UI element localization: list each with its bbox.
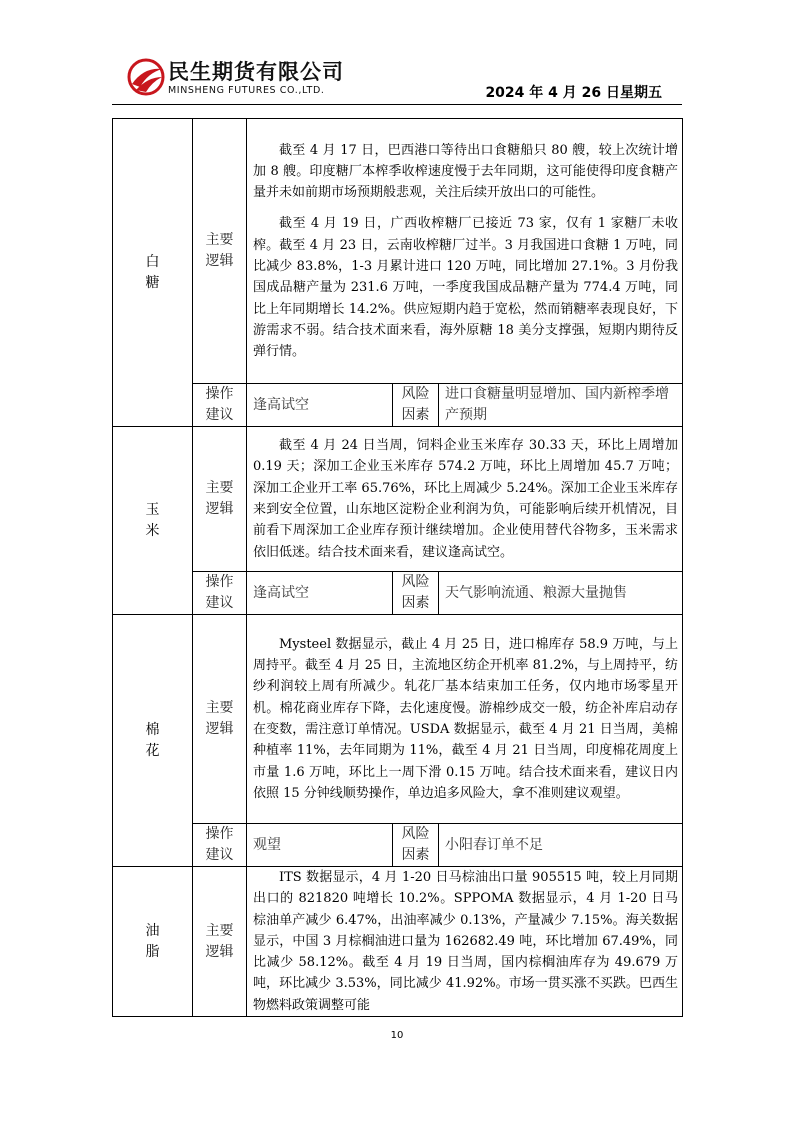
header-rule bbox=[112, 104, 682, 105]
risk-label: 风险 因素 bbox=[393, 572, 439, 615]
corn-logic-row bbox=[113, 427, 683, 572]
oil-logic-text: ITS 数据显示，4 月 1-20 日马棕油出口量 905515 吨，较上月同期出口的 821820 吨增长 10.2%。SPPOMA 数据显示，4 月 1-20 日马棕油单产减少 6.47%，出油率减少 0.13%，产量减少 7.15%。海关数据显示，中国 3 月棕榈油进口量为 162682.49 吨，环比增加 67.49%，同比减少 58.12%。截至 4 月 19 日当周，国内棕榈油库存为 49.679 万吨，环比减少 3.53%，同比减少 41.92%。市场一贯买涨不买跌。巴西生物燃料政策调整可能 bbox=[247, 867, 683, 1017]
logic-label: 主要 逻辑 bbox=[193, 427, 247, 572]
corn-advice-row bbox=[113, 572, 683, 615]
company-name-cn: 民生期货有限公司 bbox=[168, 60, 344, 84]
risk-label: 风险 因素 bbox=[393, 824, 439, 867]
operation-label: 操作 建议 bbox=[193, 572, 247, 615]
product-cell-corn: 玉 米 bbox=[113, 427, 193, 615]
operation-label: 操作 建议 bbox=[193, 824, 247, 867]
logic-label: 主要 逻辑 bbox=[193, 867, 247, 1017]
logic-label: 主要 逻辑 bbox=[193, 119, 247, 384]
report-date: 2024 年 4 月 26 日星期五 bbox=[485, 85, 662, 101]
strategy-table bbox=[112, 118, 683, 1017]
sugar-logic-row bbox=[113, 119, 683, 384]
cotton-logic-text: Mysteel 数据显示，截止 4 月 25 日，进口棉库存 58.9 万吨，与上周持平。截至 4 月 25 日，主流地区纺企开机率 81.2%，与上周持平，纺纱利润较上周有所减少。轧花厂基本结束加工任务，仅内地市场零星开机。棉花商业库存下降，去化速度慢。游棉纱成交一般，纺企补库启动存在变数，需注意订单情况。USDA 数据显示，截至 4 月 21 日当周，美棉种植率 11%，去年同期为 11%，截至 4 月 21 日当周，印度棉花周度上市量 1.6 万吨，环比上一周下滑 0.15 万吨。结合技术面来看，建议日内依照 15 分钟线顺势操作，单边追多风险大，拿不准则建议观望。 bbox=[247, 615, 683, 824]
sugar-operation: 逢高试空 bbox=[247, 384, 393, 427]
page-number: 10 bbox=[390, 1030, 404, 1041]
operation-label: 操作 建议 bbox=[193, 384, 247, 427]
cotton-operation: 观望 bbox=[247, 824, 393, 867]
sugar-risk: 进口食糖量明显增加、国内新榨季增产预期 bbox=[439, 384, 683, 427]
risk-label: 风险 因素 bbox=[393, 384, 439, 427]
corn-operation: 逢高试空 bbox=[247, 572, 393, 615]
cotton-risk: 小阳春订单不足 bbox=[439, 824, 683, 867]
corn-risk: 天气影响流通、粮源大量抛售 bbox=[439, 572, 683, 615]
logic-label: 主要 逻辑 bbox=[193, 615, 247, 824]
cotton-advice-row bbox=[113, 824, 683, 867]
company-name-en: MINSHENG FUTURES CO.,LTD. bbox=[168, 85, 325, 96]
sugar-advice-row bbox=[113, 384, 683, 427]
product-cell-sugar: 白 糖 bbox=[113, 119, 193, 427]
cotton-logic-row bbox=[113, 615, 683, 824]
corn-logic-text: 截至 4 月 24 日当周，饲料企业玉米库存 30.33 天，环比上周增加 0.19 天；深加工企业玉米库存 574.2 万吨，环比上周增加 45.7 万吨；深加工企业开工率 65.76%，环比上周减少 5.24%。深加工企业玉米库存来到安全位置，山东地区淀粉企业利润为负，可能影响后续开机情况，目前看下周深加工企业库存预计继续增加。企业使用替代谷物多，玉米需求依旧低迷。结合技术面来看，建议逢高试空。 bbox=[247, 427, 683, 572]
page-header bbox=[0, 0, 794, 120]
oil-logic-row bbox=[113, 867, 683, 1017]
minsheng-logo-icon bbox=[126, 57, 166, 97]
product-cell-oil: 油 脂 bbox=[113, 867, 193, 1017]
product-cell-cotton: 棉 花 bbox=[113, 615, 193, 867]
sugar-logic-text: 截至 4 月 17 日，巴西港口等待出口食糖船只 80 艘，较上次统计增加 8 艘。印度糖厂本榨季收榨速度慢于去年同期，这可能使得印度食糖产量并未如前期市场预期般悲观，关注后续开放出口的可能性。 截至 4 月 19 日，广西收榨糖厂已接近 73 家，仅有 1 家糖厂未收榨。截至 4 月 23 日，云南收榨糖厂过半。3 月我国进口食糖 1 万吨，同比减少 83.8%，1-3 月累计进口 120 万吨，同比增加 27.1%。3 月份我国成品糖产量为 231.6 万吨，一季度我国成品糖产量为 774.4 万吨，同比上年同期增长 14.2%。供应短期内趋于宽松，然而销糖率表现良好，下游需求不弱。结合技术面来看，海外原糖 18 美分支撑强，短期内期待反弹行情。 bbox=[247, 119, 683, 384]
